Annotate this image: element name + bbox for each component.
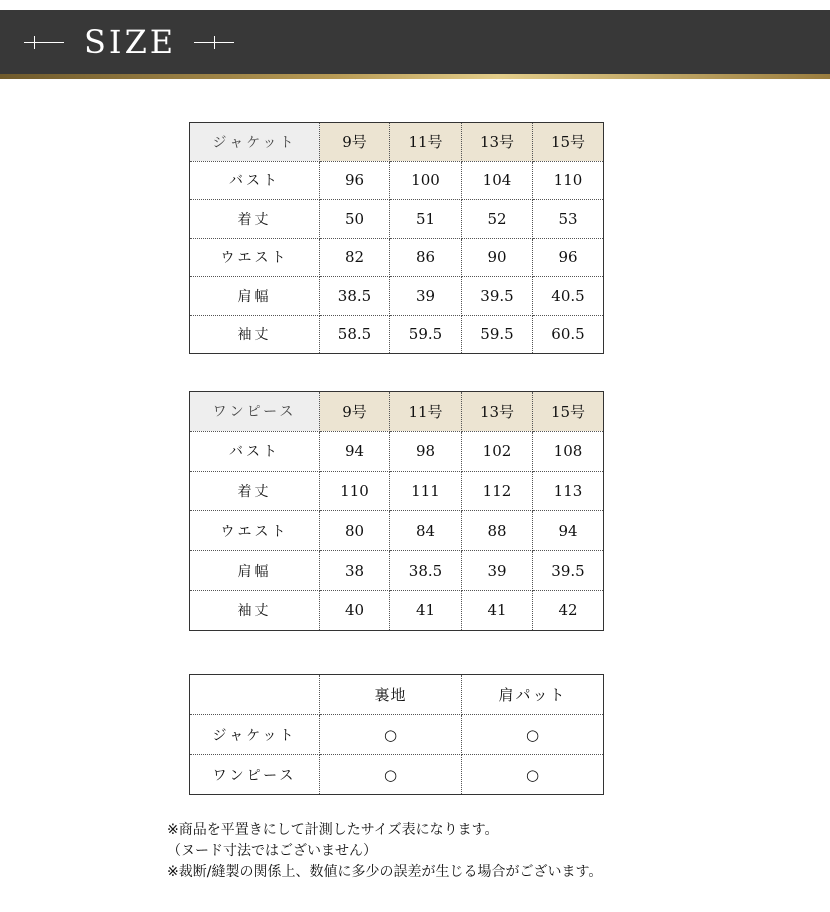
header-cell: 9号 bbox=[320, 392, 390, 432]
table-row bbox=[190, 431, 604, 471]
table-cell: 112 bbox=[462, 471, 533, 511]
header-cell: ジャケット bbox=[190, 123, 320, 162]
row-label: 肩幅 bbox=[190, 551, 320, 591]
table-cell: 40.5 bbox=[533, 277, 604, 316]
table-row bbox=[190, 200, 604, 239]
table-row bbox=[190, 755, 604, 795]
table-row bbox=[190, 511, 604, 551]
header-cell: 11号 bbox=[390, 392, 462, 432]
cross-line-left-icon bbox=[24, 32, 64, 52]
table-cell: 51 bbox=[390, 200, 462, 239]
row-label: 袖丈 bbox=[190, 315, 320, 354]
row-label: バスト bbox=[190, 431, 320, 471]
table-cell: 104 bbox=[462, 161, 533, 200]
table-cell: 102 bbox=[462, 431, 533, 471]
banner-title-group bbox=[24, 10, 234, 74]
table-cell: 110 bbox=[533, 161, 604, 200]
row-label: 肩幅 bbox=[190, 277, 320, 316]
table-row bbox=[190, 551, 604, 591]
table-cell: 42 bbox=[558, 601, 578, 620]
table-row bbox=[190, 715, 604, 755]
table-cell: 53 bbox=[533, 200, 604, 239]
table-cell: 96 bbox=[320, 161, 390, 200]
header-cell: 13号 bbox=[462, 123, 533, 162]
table-cell: 88 bbox=[462, 511, 533, 551]
header-cell bbox=[190, 675, 320, 715]
header-cell: 裏地 bbox=[320, 675, 462, 715]
header-cell: 9号 bbox=[320, 123, 390, 162]
table-row bbox=[190, 315, 604, 354]
header-cell: 15号 bbox=[533, 392, 604, 432]
table-cell: 50 bbox=[320, 200, 390, 239]
cross-line-right-icon bbox=[194, 32, 234, 52]
table-cell: ○ bbox=[320, 715, 462, 755]
table-cell: 111 bbox=[390, 471, 462, 511]
table-cell: 80 bbox=[320, 511, 390, 551]
table-cell: 59.5 bbox=[390, 315, 462, 354]
table-cell: 38.5 bbox=[320, 277, 390, 316]
table-cell: 98 bbox=[390, 431, 462, 471]
table-row bbox=[190, 277, 604, 316]
dress-size-table bbox=[189, 391, 604, 631]
row-label: 着丈 bbox=[190, 200, 320, 239]
table-cell: 41 bbox=[390, 590, 462, 630]
header-cell: ワンピース bbox=[190, 392, 320, 432]
table-row bbox=[190, 238, 604, 277]
row-label: ウエスト bbox=[190, 511, 320, 551]
feature-table bbox=[189, 674, 604, 795]
table-cell: 82 bbox=[320, 238, 390, 277]
row-label: 着丈 bbox=[190, 471, 320, 511]
table-cell: 39.5 bbox=[533, 551, 604, 591]
table-cell: 113 bbox=[533, 471, 604, 511]
table-cell: 94 bbox=[320, 431, 390, 471]
table-header-row bbox=[190, 675, 604, 715]
table-cell: 38.5 bbox=[390, 551, 462, 591]
header-cell: 13号 bbox=[462, 392, 533, 432]
table-cell: 100 bbox=[390, 161, 462, 200]
table-cell: 59.5 bbox=[462, 315, 533, 354]
table-cell: 58.5 bbox=[320, 315, 390, 354]
header-cell: 11号 bbox=[390, 123, 462, 162]
jacket-size-table bbox=[189, 122, 604, 354]
table-cell: 39 bbox=[462, 551, 533, 591]
table-cell: 86 bbox=[390, 238, 462, 277]
table-cell: ○ bbox=[525, 765, 540, 784]
note-line: ※裁断/縫製の関係上、数値に多少の誤差が生じる場合がございます。 bbox=[167, 864, 603, 880]
header-cell: 15号 bbox=[533, 123, 604, 162]
table-cell: 60.5 bbox=[551, 325, 585, 344]
table-cell: 39.5 bbox=[462, 277, 533, 316]
table-cell: 39 bbox=[390, 277, 462, 316]
table-cell: ○ bbox=[320, 755, 462, 795]
row-label: ジャケット bbox=[190, 715, 320, 755]
notes bbox=[167, 820, 602, 883]
table-row bbox=[190, 590, 604, 630]
table-row bbox=[190, 471, 604, 511]
table-header-row bbox=[190, 123, 604, 162]
table-cell: 90 bbox=[462, 238, 533, 277]
banner-gold-stripe bbox=[0, 74, 830, 79]
table-cell: 108 bbox=[533, 431, 604, 471]
row-label: ウエスト bbox=[190, 238, 320, 277]
row-label: バスト bbox=[190, 161, 320, 200]
table-cell: 84 bbox=[390, 511, 462, 551]
note-line: （ヌード寸法ではございません） bbox=[167, 843, 377, 859]
table-cell: ○ bbox=[462, 715, 604, 755]
table-cell: 96 bbox=[533, 238, 604, 277]
header-cell: 肩パット bbox=[462, 675, 604, 715]
table-row bbox=[190, 161, 604, 200]
banner-title: SIZE bbox=[84, 23, 177, 61]
note-line: ※商品を平置きにして計測したサイズ表になります。 bbox=[167, 822, 499, 838]
table-cell: 110 bbox=[320, 471, 390, 511]
table-cell: 52 bbox=[462, 200, 533, 239]
table-cell: 94 bbox=[533, 511, 604, 551]
section-banner bbox=[0, 10, 830, 74]
row-label: 袖丈 bbox=[190, 590, 320, 630]
table-cell: 38 bbox=[320, 551, 390, 591]
table-cell: 41 bbox=[462, 590, 533, 630]
table-header-row bbox=[190, 392, 604, 432]
table-cell: 40 bbox=[320, 590, 390, 630]
row-label: ワンピース bbox=[190, 755, 320, 795]
